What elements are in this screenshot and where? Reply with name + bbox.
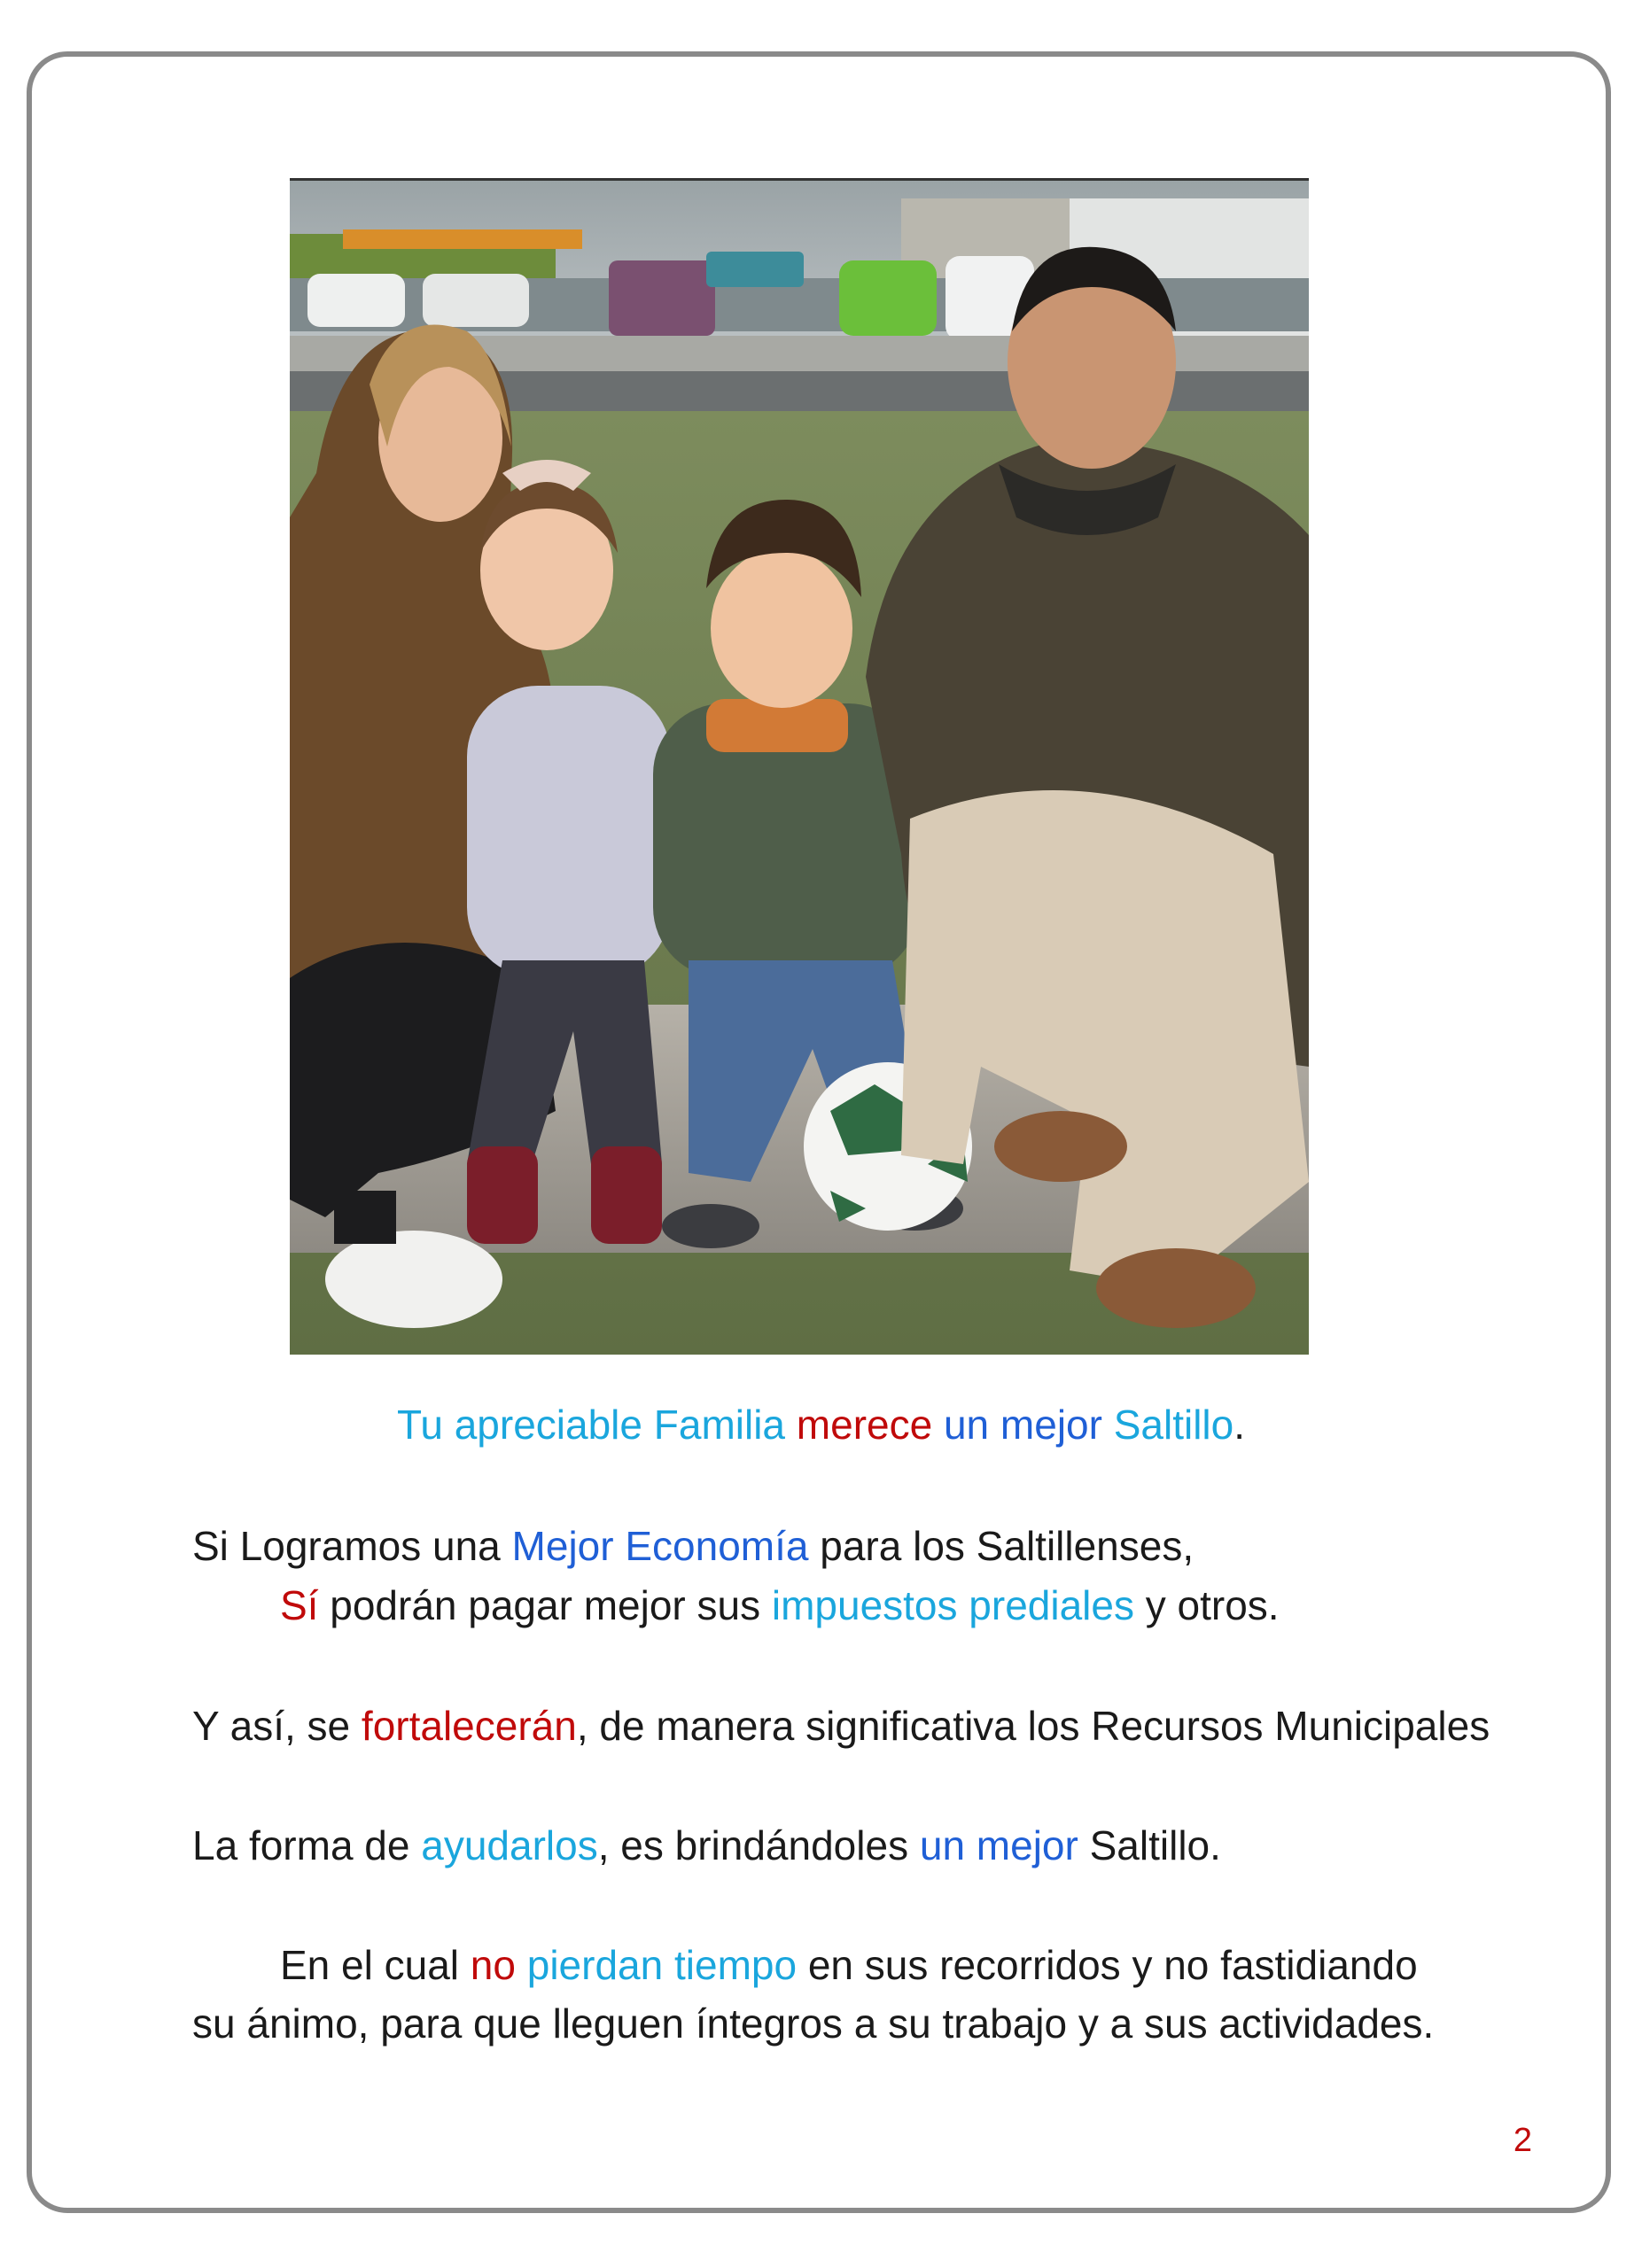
text-segment: [516, 1942, 527, 1988]
text-segment: Si Logramos una: [192, 1523, 512, 1569]
text-segment: Sí: [280, 1582, 319, 1628]
text-segment: Y así, se: [192, 1703, 362, 1749]
caption-part-5: .: [1233, 1402, 1246, 1448]
text-segment: , de manera significativa los Recursos Municipales: [576, 1703, 1490, 1749]
text-segment: pierdan tiempo: [526, 1942, 798, 1988]
text-segment: para los Saltillenses,: [808, 1523, 1195, 1569]
caption-part-2: merece: [796, 1402, 933, 1448]
text-segment: fortalecerán: [361, 1703, 577, 1749]
text-segment: Saltillo.: [1078, 1822, 1221, 1868]
text-segment: impuestos prediales: [771, 1582, 1134, 1628]
text-segment: no: [470, 1942, 516, 1988]
text-segment: ayudarlos: [421, 1822, 598, 1868]
text-segment: y otros.: [1133, 1582, 1280, 1628]
caption-part-3: un mejor: [943, 1402, 1102, 1448]
caption-part-4: Saltillo: [1113, 1402, 1234, 1448]
text-segment: La forma de: [192, 1822, 422, 1868]
text-segment: Mejor Economía: [511, 1523, 809, 1569]
body-line-5: [280, 1938, 1418, 1992]
text-segment: En el cual: [280, 1942, 471, 1988]
family-photo: [290, 178, 1309, 1355]
text-segment: , es brindándoles: [597, 1822, 920, 1868]
body-line-1: [192, 1519, 1194, 1573]
family-photo-illustration: [290, 181, 1309, 1355]
text-segment: en sus recorridos y no fastidiando: [797, 1942, 1418, 1988]
page-number: 2: [1513, 2122, 1532, 2159]
body-line-2: [280, 1579, 1280, 1632]
text-segment: su ánimo, para que lleguen íntegros a su trabajo y a sus actividades.: [192, 2000, 1435, 2047]
text-segment: un mejor: [919, 1822, 1078, 1868]
body-line-6: [192, 1997, 1434, 2050]
body-line-4: [192, 1819, 1221, 1872]
body-line-3: [192, 1699, 1490, 1752]
caption-part-1: Tu apreciable Familia: [396, 1402, 786, 1448]
caption: [0, 1398, 1642, 1451]
text-segment: podrán pagar mejor sus: [318, 1582, 772, 1628]
